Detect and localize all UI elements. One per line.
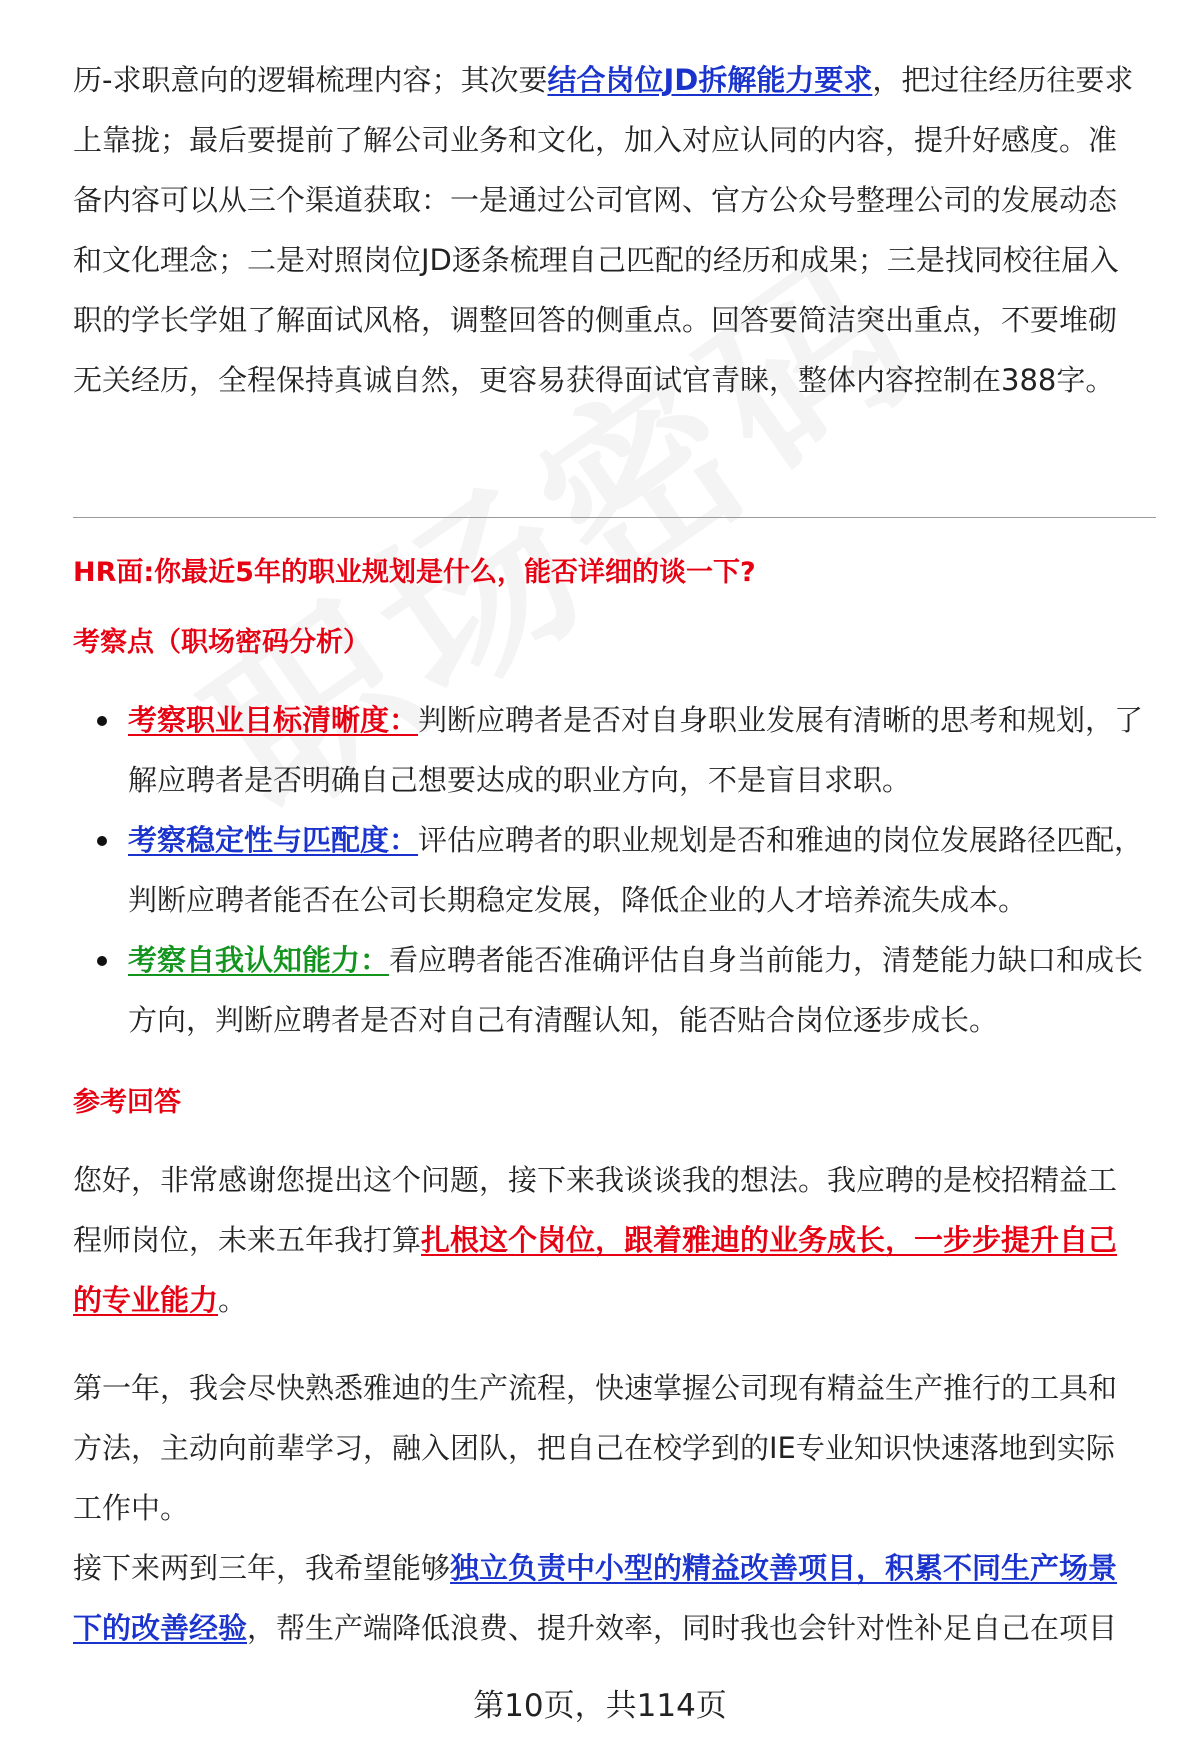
intro-text-b: ，把过往经历往要求上靠拢；最后要提前了解公司业务和文化，加入对应认同的内容，提升好感度。准备内容可以从三个渠道获取：一是通过公司官网、官方公众号整理公司的发展动态和文化理念；二是对照岗位JD逐条梳理自己匹配的经历和成果；三是找同校往届入职的学长学姐了解面试风格，调整回答的侧重点。回答要简洁突出重点，不要堆砌无关经历，全程保持真诚自然，更容易获得面试官青睐，整体内容控制在388字。 [73, 63, 1134, 397]
answer-highlight: 扎根这个岗位，跟着雅迪的业务成长，一步步提升自己的专业能力 [73, 1223, 1118, 1317]
bullet-icon [97, 716, 107, 726]
bullet-icon [97, 956, 107, 966]
answer-paragraph-1 [73, 1150, 1143, 1330]
answer-paragraph-2: 第一年，我会尽快熟悉雅迪的生产流程，快速掌握公司现有精益生产推行的工具和方法，主动向前辈学习，融入团队，把自己在校学到的IE专业知识快速落地到实际工作中。 [73, 1371, 1118, 1525]
answer-text-b: 。 [218, 1283, 248, 1317]
list-item [73, 810, 1153, 930]
intro-highlight: 结合岗位JD拆解能力要求 [547, 63, 873, 97]
answer-text-d: ，帮生产端降低浪费、提升效率，同时我也会针对性补足自己在项目 [247, 1611, 1118, 1645]
answer-section-2 [73, 1358, 1143, 1658]
answer-text-c: 接下来两到三年，我希望能够 [73, 1551, 451, 1585]
point-title: 考察稳定性与匹配度： [128, 823, 419, 857]
list-item [73, 930, 1153, 1050]
answer-text-a: 您好，非常感谢您提出这个问题，接下来我谈谈我的想法。我应聘的是校招精益工程师岗位，未来五年我打算 [73, 1163, 1118, 1257]
point-text: 判断应聘者是否对自身职业发展有清晰的思考和规划，了解应聘者是否明确自己想要达成的职业方向，不是盲目求职。 [128, 703, 1144, 797]
intro-text-a: 历-求职意向的逻辑梳理内容；其次要 [73, 63, 548, 97]
point-title: 考察自我认知能力： [128, 943, 390, 977]
point-title: 考察职业目标清晰度： [128, 703, 419, 737]
exam-points-heading: 考察点（职场密码分析） [73, 627, 370, 658]
question-heading: HR面:你最近5年的职业规划是什么，能否详细的谈一下? [73, 557, 756, 588]
answer-section [73, 1150, 1143, 1330]
exam-points-list [73, 690, 1153, 1050]
answer-heading: 参考回答 [73, 1087, 181, 1118]
bullet-icon [97, 836, 107, 846]
list-item [73, 690, 1153, 810]
intro-section [73, 50, 1143, 410]
page-number: 第10页，共114页 [473, 1688, 727, 1724]
section-divider [73, 517, 1156, 518]
point-text: 看应聘者能否准确评估自身当前能力，清楚能力缺口和成长方向，判断应聘者是否对自己有清醒认知，能否贴合岗位逐步成长。 [128, 943, 1144, 1037]
answer-highlight-2: 独立负责中小型的精益改善项目，积累不同生产场景下的改善经验 [73, 1551, 1118, 1645]
point-text: 评估应聘者的职业规划是否和雅迪的岗位发展路径匹配，判断应聘者能否在公司长期稳定发展，降低企业的人才培养流失成本。 [128, 823, 1144, 917]
intro-paragraph [73, 50, 1143, 410]
answer-paragraph-3 [73, 1538, 1143, 1658]
